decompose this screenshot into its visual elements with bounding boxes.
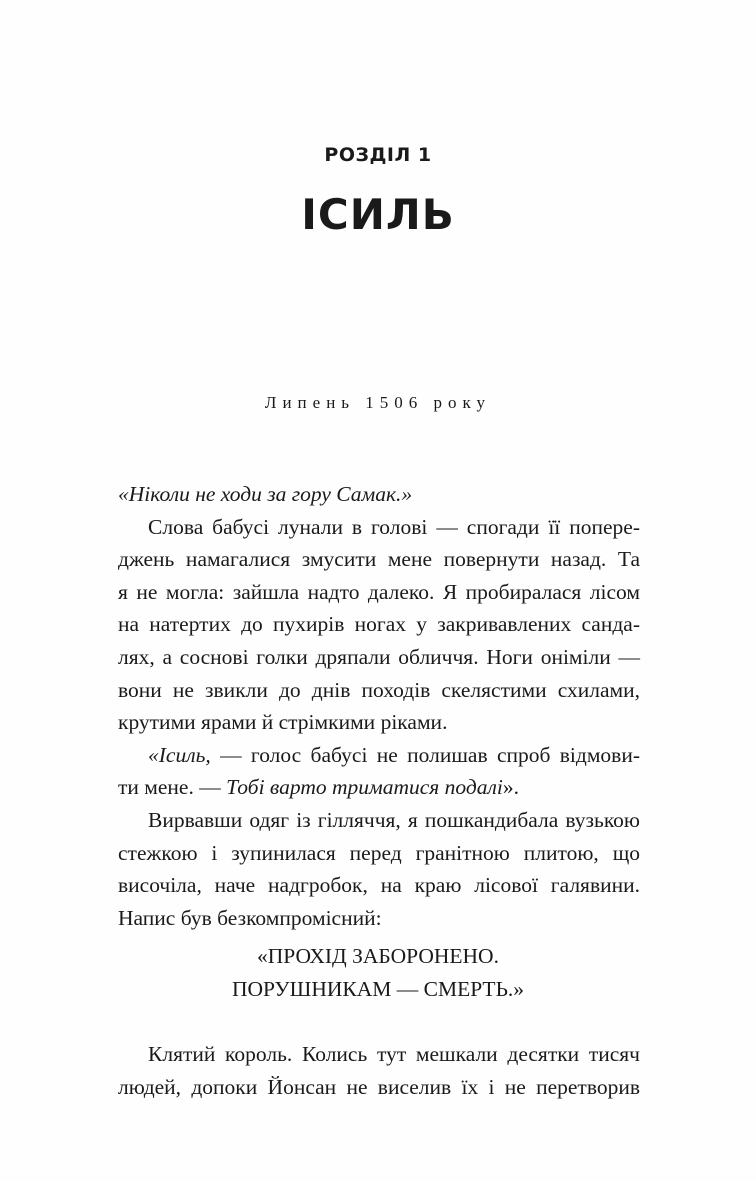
text-line: вони не звикли до днів походів скелястими схилами, bbox=[118, 677, 640, 702]
text-line: височіла, наче надгробок, на краю лісової галявини. bbox=[118, 873, 640, 898]
voice-start: ти мене. — bbox=[118, 775, 227, 800]
chapter-title: ІСИЛЬ bbox=[301, 190, 455, 239]
voice-line-2 bbox=[118, 771, 640, 804]
voice-italic: Тобі варто триматися подалі bbox=[226, 775, 503, 800]
sign-line-1: «ПРОХІД ЗАБОРОНЕНО. bbox=[257, 944, 499, 968]
text-line: Клятий король. Колись тут мешкали десятки тисяч bbox=[148, 1042, 640, 1066]
body-text-block-1 bbox=[118, 478, 640, 934]
date-line: Липень 1506 року bbox=[264, 393, 492, 412]
body-text-block-3 bbox=[118, 1038, 640, 1103]
text-line: я не могла: зайшла надто далеко. Я пробиралася лісом bbox=[118, 579, 640, 604]
epigraph-line: «Ніколи не ходи за гору Самак.» bbox=[118, 482, 413, 506]
chapter-number: РОЗДІЛ 1 bbox=[324, 144, 432, 166]
text-line: Напис був безкомпромісний: bbox=[118, 905, 382, 930]
voice-end: ». bbox=[502, 775, 519, 800]
text-line: Вирвавши одяг із гілляччя, я пошкандибала вузькою bbox=[148, 807, 640, 832]
sign-line-2: ПОРУШНИКАМ — СМЕРТЬ.» bbox=[231, 977, 525, 1001]
text-line: джень намагалися змусити мене повернути назад. Та bbox=[118, 547, 640, 572]
text-line: крутими ярами й стрімкими ріками. bbox=[118, 710, 448, 735]
text-line: лях, а соснові голки дряпали обличчя. Ноги оніміли — bbox=[118, 644, 640, 669]
voice-line-1 bbox=[118, 739, 640, 772]
text-line: Слова бабусі лунали в голові — спогади її попере- bbox=[148, 514, 640, 539]
text-line: людей, допоки Йонсан не виселив їх і не перетворив bbox=[118, 1074, 640, 1099]
voice-rest: — голос бабусі не полишав спроб відмови- bbox=[210, 742, 640, 767]
voice-italic: «Ісиль, bbox=[148, 742, 211, 767]
sign-inscription bbox=[0, 940, 756, 1006]
text-line: на натертих до пухирів ногах у закривавлених санда- bbox=[118, 612, 640, 637]
text-line: стежкою і зупинилася перед гранітною плитою, що bbox=[118, 840, 640, 865]
